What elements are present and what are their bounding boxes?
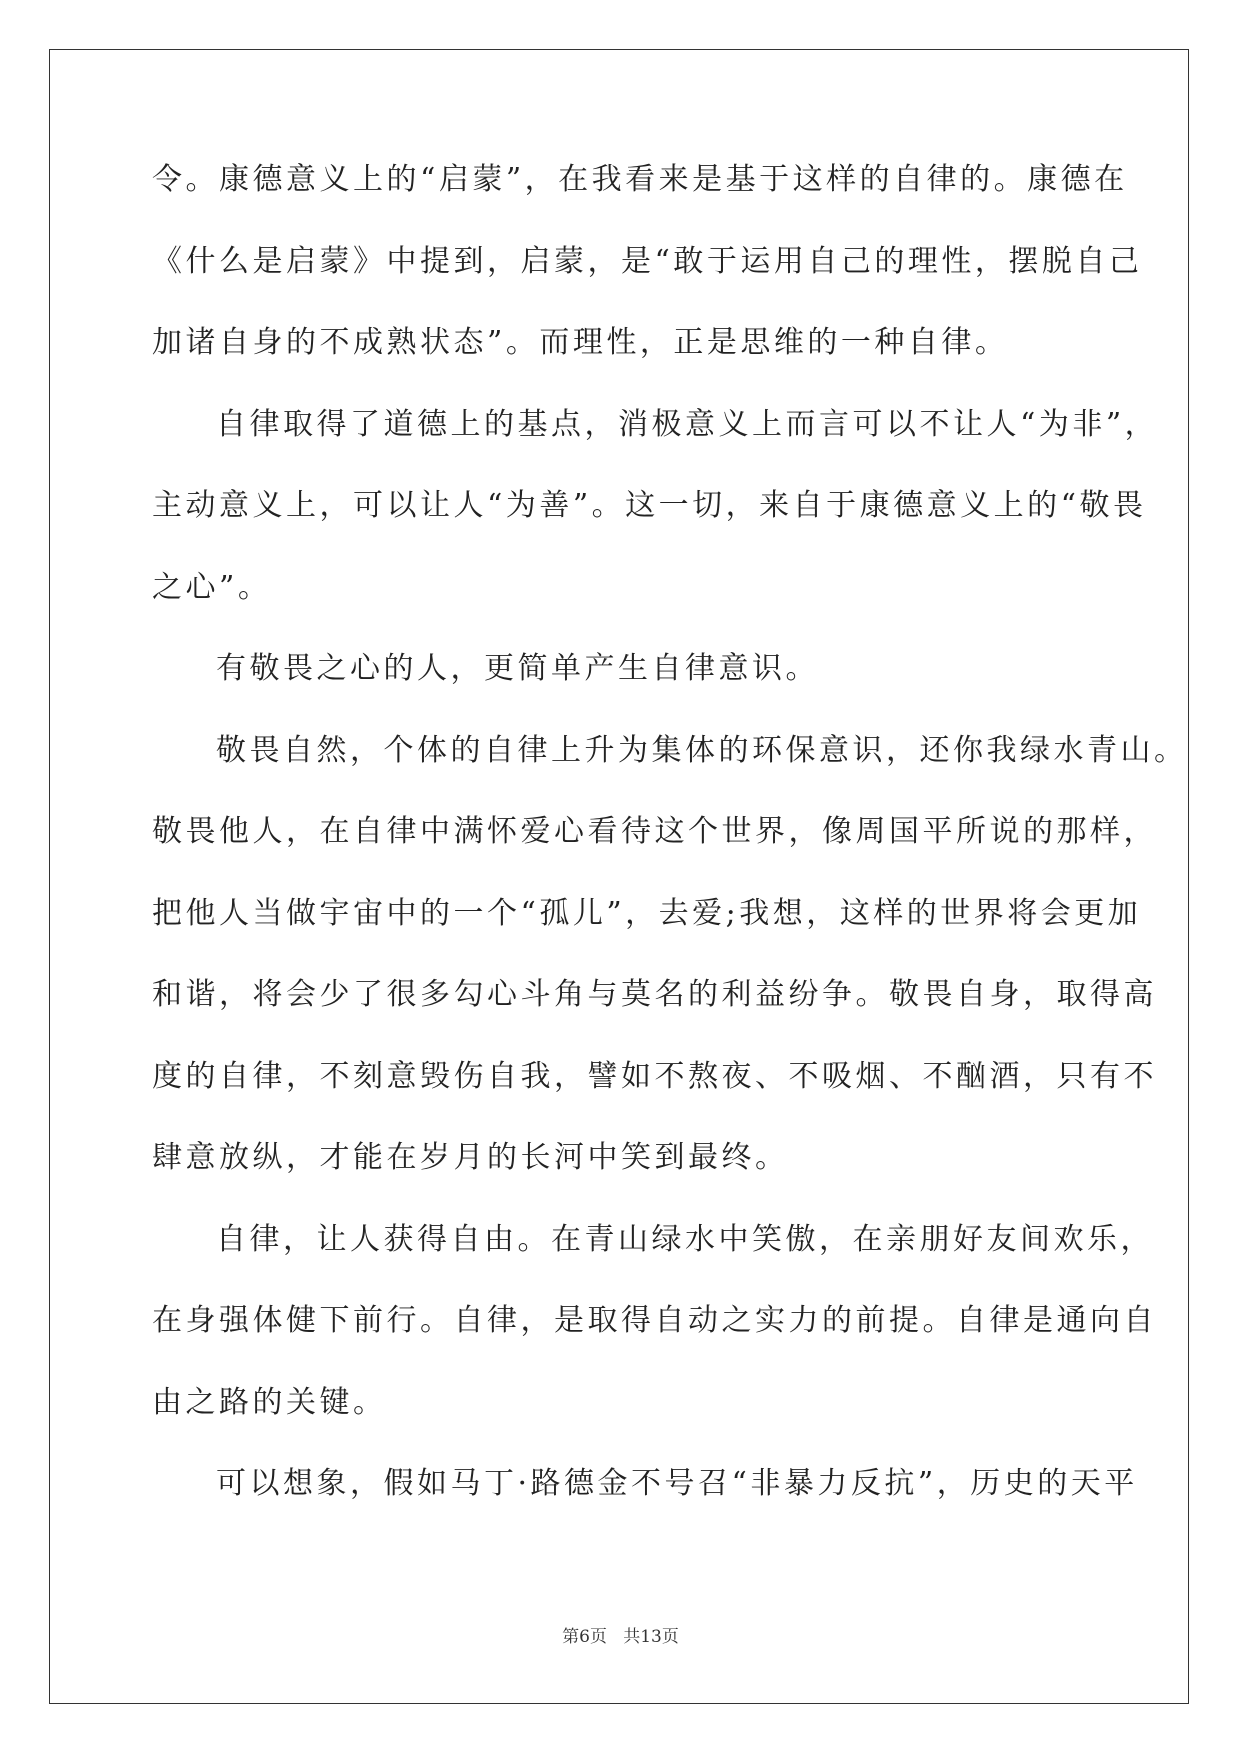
text-line: 由之路的关键。 <box>152 1384 387 1420</box>
paragraph-start-line: 敬畏自然，个体的自律上升为集体的环保意识，还你我绿水青山。 <box>216 732 1188 768</box>
text-line: 令。康德意义上的“启蒙”，在我看来是基于这样的自律的。康德在 <box>152 162 1128 197</box>
document-body <box>152 160 1188 1546</box>
text-line: 度的自律，不刻意毁伤自我，譬如不熬夜、不吸烟、不酗酒，只有不 <box>152 1058 1157 1094</box>
paragraph-start-line: 自律取得了道德上的基点，消极意义上而言可以不让人“为非”， <box>216 406 1159 442</box>
text-line: 敬畏他人，在自律中满怀爱心看待这个世界，像周国平所说的那样， <box>152 814 1157 849</box>
text-line: 肆意放纵，才能在岁月的长河中笑到最终。 <box>152 1140 789 1175</box>
total-pages: 共13页 <box>623 1627 679 1647</box>
text-line: 主动意义上，可以让人“为善”。这一切，来自于康德意义上的“敬畏 <box>152 488 1147 523</box>
text-line: 之心”。 <box>152 569 272 605</box>
paragraph-start-line: 有敬畏之心的人，更简单产生自律意识。 <box>216 651 819 686</box>
text-line: 在身强体健下前行。自律，是取得自动之实力的前提。自律是通向自 <box>152 1303 1157 1338</box>
text-line: 加诸自身的不成熟状态”。而理性，正是思维的一种自律。 <box>152 325 1009 360</box>
page-footer <box>0 1622 1241 1647</box>
text-line: 和谐，将会少了很多勾心斗角与莫名的利益纷争。敬畏自身，取得高 <box>152 977 1157 1012</box>
text-line: 《什么是启蒙》中提到，启蒙，是“敢于运用自己的理性，摆脱自己 <box>152 243 1143 279</box>
paragraph-start-line: 自律，让人获得自由。在青山绿水中笑傲，在亲朋好友间欢乐， <box>216 1221 1154 1257</box>
page-number: 第6页 <box>562 1627 607 1647</box>
paragraph-start-line: 可以想象，假如马丁·路德金不号召“非暴力反抗”，历史的天平 <box>216 1466 1138 1501</box>
text-line: 把他人当做宇宙中的一个“孤儿”，去爱;我想，这样的世界将会更加 <box>152 895 1142 931</box>
